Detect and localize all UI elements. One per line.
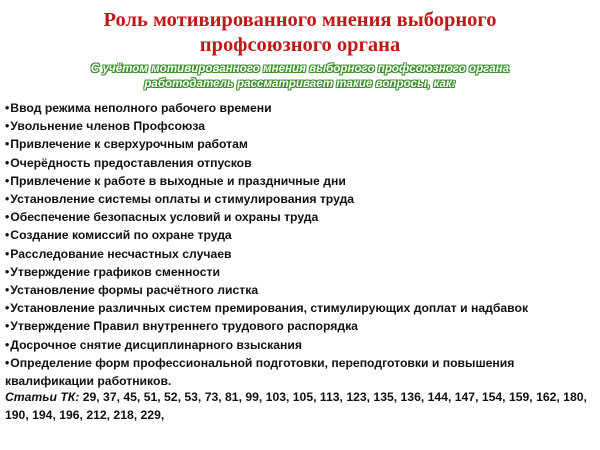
- bullet-icon: •: [5, 301, 10, 316]
- list-item-label: Создание комиссий по охране труда: [10, 228, 232, 243]
- issues-list: [5, 99, 595, 390]
- title-line-2: профсоюзного органа: [199, 34, 401, 56]
- subtitle: [20, 61, 580, 91]
- list-item: [5, 245, 595, 263]
- bullet-icon: •: [5, 228, 10, 243]
- labor-code-articles: [5, 388, 595, 424]
- list-item-label: Привлечение к работе в выходные и праздничные дни: [10, 173, 346, 188]
- bullet-icon: •: [5, 210, 10, 225]
- list-item-label: Утверждение Правил внутреннего трудового распорядка: [10, 319, 358, 334]
- page-title: [0, 8, 600, 58]
- list-item-label: Увольнение членов Профсоюза: [10, 119, 206, 134]
- list-item-label: Утверждение графиков сменности: [10, 264, 220, 279]
- list-item: [5, 154, 595, 172]
- list-item: [5, 354, 595, 390]
- list-item: [5, 135, 595, 153]
- list-item: [5, 226, 595, 244]
- bullet-icon: •: [5, 173, 10, 188]
- bullet-icon: •: [5, 337, 10, 352]
- list-item-label: Очерёдность предоставления отпусков: [10, 155, 252, 170]
- list-item-label: Досрочное снятие дисциплинарного взыскания: [10, 337, 302, 352]
- list-item-label: Установление различных систем премирования, стимулирующих доплат и надбавок: [10, 301, 529, 316]
- list-item: [5, 263, 595, 281]
- list-item-label: Привлечение к сверхурочным работам: [10, 137, 248, 152]
- list-item-label: Определение форм профессиональной подготовки, переподготовки и повышения квалификации работников.: [5, 355, 515, 389]
- list-item: [5, 190, 595, 208]
- bullet-icon: •: [5, 137, 10, 152]
- list-item: [5, 208, 595, 226]
- list-item: [5, 317, 595, 335]
- bullet-icon: •: [5, 155, 10, 170]
- bullet-icon: •: [5, 119, 10, 134]
- list-item-label: Установление системы оплаты и стимулирования труда: [10, 192, 355, 207]
- list-item: [5, 336, 595, 354]
- bullet-icon: •: [5, 192, 10, 207]
- bullet-icon: •: [5, 101, 10, 115]
- list-item-label: Установление формы расчётного листка: [10, 283, 259, 298]
- articles-numbers: 29, 37, 45, 51, 52, 53, 73, 81, 99, 103, 105, 113, 123, 135, 136, 144, 147, 154, 159, 162, 180, 190, 194, 196, 212, 218, 229,: [5, 390, 587, 423]
- subtitle-line-1: С учётом мотивированного мнения выборного профсоюзного органа: [90, 62, 510, 75]
- list-item-label: Ввод режима неполного рабочего времени: [10, 101, 272, 115]
- bullet-icon: •: [5, 355, 10, 370]
- list-item: [5, 172, 595, 190]
- list-item-label: Расследование несчастных случаев: [10, 246, 232, 261]
- list-item: [5, 99, 595, 117]
- bullet-icon: •: [5, 246, 10, 261]
- list-item: [5, 299, 595, 317]
- bullet-icon: •: [5, 319, 10, 334]
- bullet-icon: •: [5, 283, 10, 298]
- articles-label: Статьи ТК:: [5, 390, 80, 404]
- list-item: [5, 117, 595, 135]
- bullet-icon: •: [5, 264, 10, 279]
- title-line-1: Роль мотивированного мнения выборного: [103, 9, 497, 31]
- subtitle-line-2: работодатель рассматривает такие вопросы, как:: [144, 77, 456, 90]
- list-item-label: Обеспечение безопасных условий и охраны труда: [10, 210, 319, 225]
- list-item: [5, 281, 595, 299]
